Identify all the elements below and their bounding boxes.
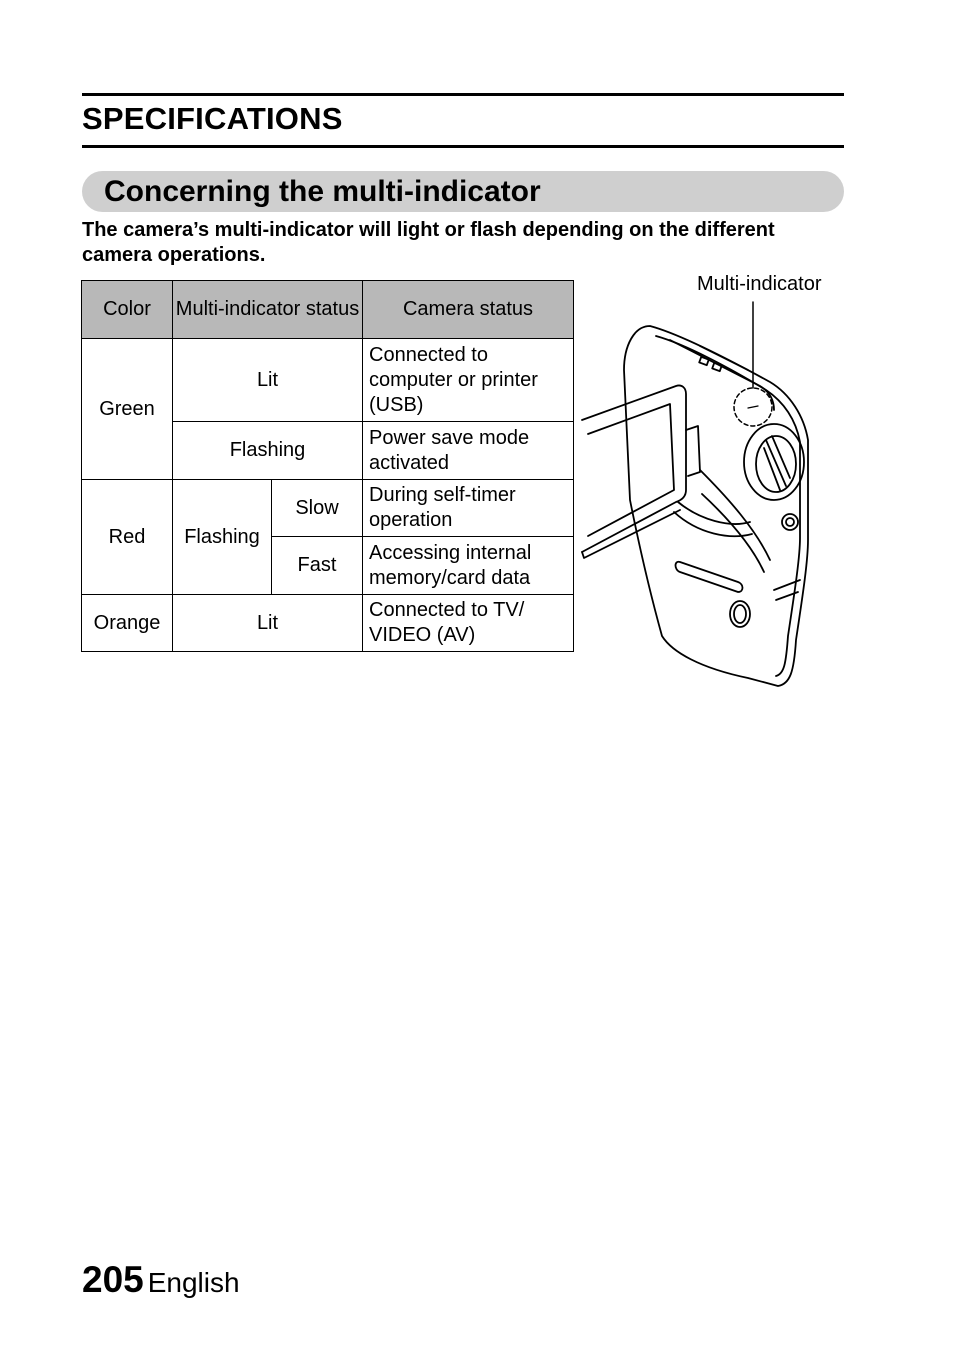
subsection-title: Concerning the multi-indicator	[104, 175, 541, 208]
color-red: Red	[82, 480, 173, 595]
header-color: Color	[82, 281, 173, 339]
header-indicator-status: Multi-indicator status	[173, 281, 363, 339]
speed-cell: Fast	[272, 537, 363, 595]
camera-status-cell: Accessing internal memory/card data	[363, 537, 574, 595]
status-cell: Lit	[173, 595, 363, 652]
color-orange: Orange	[82, 595, 173, 652]
page-language: English	[147, 1267, 240, 1298]
indicator-table	[81, 280, 574, 652]
status-cell: Flashing	[173, 480, 272, 595]
bottom-rule	[82, 145, 844, 148]
section-title: SPECIFICATIONS	[82, 101, 343, 136]
table-row	[82, 595, 574, 652]
camera-status-cell: Connected to computer or printer (USB)	[363, 339, 574, 422]
header-camera-status: Camera status	[363, 281, 574, 339]
page-number: 205	[82, 1259, 144, 1300]
camera-status-cell: Power save mode activated	[363, 422, 574, 480]
page-footer	[82, 1258, 240, 1310]
status-cell: Lit	[173, 339, 363, 422]
camera-illustration-icon	[580, 300, 830, 690]
speed-cell: Slow	[272, 480, 363, 537]
camera-status-cell: Connected to TV/ VIDEO (AV)	[363, 595, 574, 652]
multi-indicator-callout: Multi-indicator	[697, 273, 822, 295]
status-cell: Flashing	[173, 422, 363, 480]
table-header-row	[82, 281, 574, 339]
table-row	[82, 339, 574, 422]
intro-text: The camera’s multi-indicator will light or flash depending on the different camera operations.	[82, 219, 775, 266]
table-row	[82, 480, 574, 537]
top-rule	[82, 93, 844, 96]
color-green: Green	[82, 339, 173, 480]
camera-status-cell: During self-timer operation	[363, 480, 574, 537]
